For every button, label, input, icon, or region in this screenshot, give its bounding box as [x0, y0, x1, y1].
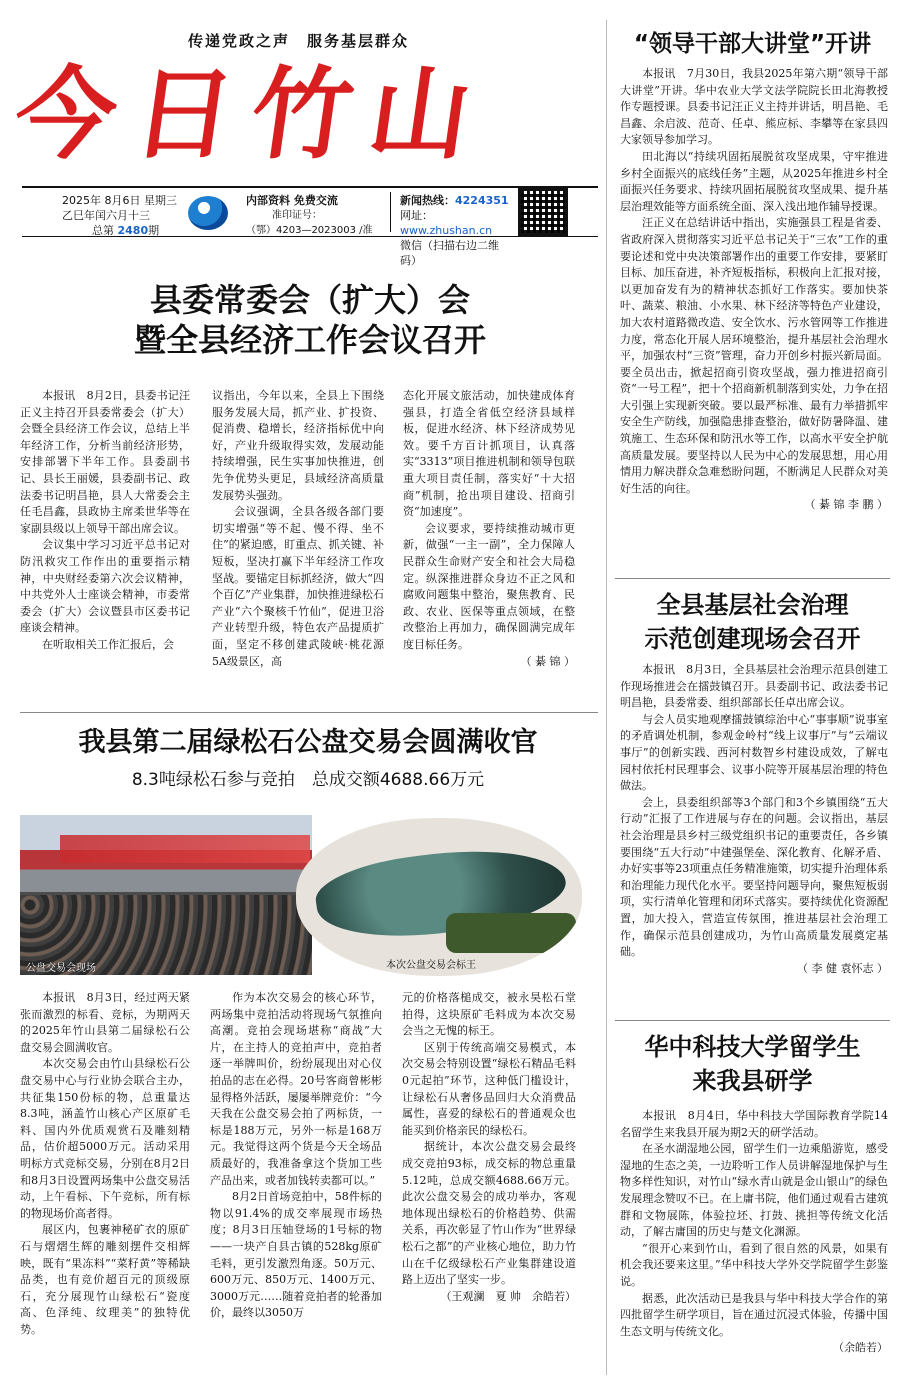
article2-col3-para: 据统计，本次公盘交易会最终成交竞拍93标，成交标的物总重量5.12吨，总成交额4688.66万元。此次公盘交易会的成功举办，客观地体现出绿松石的价格趋势、供需关系，再次彰显了竹山作为“世界绿松石之都”的产业核心地位，助力竹山在千亿级绿松石产业集群建设道路上迈出了坚实一步。 [402, 1140, 576, 1287]
article4-title-line2: 示范创建现场会召开 [644, 625, 861, 653]
newspaper-logo: 今日竹山 [7, 55, 497, 173]
masthead-rule-top [22, 186, 598, 188]
website-line [400, 208, 515, 238]
article5-body [620, 1108, 888, 1357]
article1-col1-para: 会议集中学习习近平总书记对防汛救灾工作作出的重要指示精神，中央财经委第六次会议精神，中共党外人士座谈会精神，市委常委会（扩大）会议暨县市区委书记座谈会精神。 [20, 538, 190, 635]
article1-bottom-rule [20, 712, 598, 713]
green-cloth [446, 913, 576, 953]
article1-col3-para: 会议要求，要持续推动城市更新，做强“一主一副”，全力保障人民群众生命财产安全和社会大局稳定。纵深推进群众身边不正之风和腐败问题集中整治，聚焦教育、民政、农业、医保等重点领域，在整改整治上再加力，确保圆满完成年度目标任务。 [403, 521, 575, 651]
article1-col1 [20, 388, 190, 654]
article1-col1-para: 在听取相关工作汇报后，会 [42, 637, 174, 651]
article2-col1-para: 本报讯 8月3日，经过两天紧张而激烈的标看、竞标，为期两天的2025年竹山县第二届绿松石公盘交易会圆满收官。 [20, 991, 190, 1054]
article4-credit: （ 李 健 袁怀志 ） [797, 961, 888, 975]
article2-col2-para: 作为本次交易会的核心环节，两场集中竞拍活动将现场气氛推向高潮。竞拍会现场堪称“商战”大片，在主持人的竞拍声中，竞拍者逐一举牌叫价，纷纷展现出对心仪拍品的志在必得。20号客商曾彬彬显得格外活跃，屡屡举牌竞价：“今天我在公盘交易会拍了两标货，一标是188万元，另外一标是168万元。我觉得这两个货是今天全场品质最好的，我准备拿这个货加工些产品出来，或者加钱转卖都可以。” [210, 991, 382, 1187]
article1-title [22, 280, 598, 360]
article2-title: 我县第二届绿松石公盘交易会圆满收官 [78, 727, 538, 758]
article5-title [615, 1030, 890, 1098]
article1-col3-para: 态化开展文旅活动，加快建成体育强县，打造全省低空经济县域样板，促进水经济、林下经济成势见效。要千方百计抓项目，认真落实“3313”项目推进机制和领导包联重大项目责任制，落实好“十大招商”机制，抢出项目建设、招商引资“加速度”。 [403, 389, 575, 519]
issue-number-line [62, 223, 182, 238]
hotline-label: 新闻热线： [400, 194, 455, 207]
issue-prefix: 总第 [92, 224, 114, 237]
article4-para: 与会人员实地观摩擂鼓镇综治中心“事事顺”说事室的矛盾调处机制，参观金岭村“线上议事厅”与“云端议事厅”的创新实践、西河村数智乡村建设成效，了解屯园村依托村民理事会、议事小院等开展基层治理的特色做法。 [620, 712, 888, 793]
masthead-motto: 传递党政之声 服务基层群众 [188, 32, 410, 50]
masthead-internal-block [246, 193, 386, 238]
article1-col2-para: 会议强调，全县各级各部门要切实增强“等不起、慢不得、坐不住”的紧迫感，盯重点、抓关键、补短板，坚决打赢下半年经济工作攻坚战。要锚定目标抓经济，做大“四个百亿”产业集群，加快推进绿松石产业“六个聚核千竹仙”，促进卫浴产业转型升级，特色农产品提质扩面，坚定不移创建武陵峡·桃花源5A级景区，高 [212, 505, 384, 668]
photo1-caption: 公盘交易会现场 [26, 963, 96, 974]
article3-body [620, 66, 888, 514]
article5-credit: （余皓若） [833, 1341, 888, 1355]
masthead-divider [390, 192, 391, 232]
masthead-date-block [62, 193, 182, 238]
website-label: 网址： [400, 209, 433, 222]
article5-title-line1: 华中科技大学留学生 [644, 1033, 861, 1061]
photo-auction-hall [20, 815, 312, 975]
website-url[interactable]: www.zhushan.cn [400, 224, 493, 237]
article1-title-line1: 县委常委会（扩大）会 [149, 281, 470, 319]
article2-col1-para: 本次交易会由竹山县绿松石公盘交易中心与行业协会联合主办，共征集150份标的物，总重量达8.3吨，涵盖竹山核心产区原矿毛料、国内外优质观赏石及雕刻精品，估价超5000万元。活动采用明标方式竞标交易，分别在8月2日和8月3日设置两场集中公盘交易活动，上午看标、下午竞标，所有标的物现场价高者得。 [20, 1057, 190, 1220]
article2-col2-para: 8月2日首场竞拍中，58件标的物以91.4%的成交率展现市场热度；8月3日压轴登场的1号标的物——一块产自县古镇的528kg原矿毛料，更引发激烈角逐。50万元、600万元、850万元、1400万元、3000万元……随着竞拍者的轮番加价，最终以3050万 [210, 1190, 382, 1320]
issue-date: 2025年 8月6日 星期三 [62, 194, 177, 207]
hotline-line [400, 193, 515, 208]
article2-col3-para: 区别于传统高端交易模式，本次交易会特别设置“绿松石精品毛料0元起拍”环节，这种低门槛设计，让绿松石从奢侈品回归大众消费品属性，喜爱的绿松石的普通观众也能买到价格亲民的绿松石。 [402, 1040, 576, 1137]
masthead-contact-block [400, 193, 515, 268]
article5-para: “很开心来到竹山，看到了很自然的风景，如果有机会我还要来这里。”华中科技大学外交学院留学生彭鉴说。 [620, 1241, 888, 1288]
article1-col1-para: 本报讯 8月2日，县委书记汪正义主持召开县委常委会（扩大）会暨全县经济工作会议，总结上半年经济工作，分析当前经济形势，安排部署下半年工作。县委副书记、县长王丽媛，县委副书记、政法委书记明昌艳，县人大常委会主任毛昌鑫，县政协主席柔世华等在家副县级以上领导干部出席会议。 [20, 389, 190, 535]
article2-col1-para: 展区内，包裹神秘矿衣的原矿石与熠熠生辉的雕刻摆件交相辉映，既有“果冻料”“菜籽黄”等稀缺品类，也有竞价超百元的顶级原石，充分展现竹山绿松石“瓷度高、色泽纯、纹理美”的独特优势。 [20, 1223, 190, 1336]
article1-col2 [212, 388, 384, 670]
permit-number: （鄂）4203—2023003 /准 [246, 225, 373, 236]
internal-label: 内部资料 免费交流 [246, 194, 338, 207]
article2-col1 [20, 990, 190, 1338]
article3-para: 汪正义在总结讲话中指出，实施强县工程是省委、省政府深入贯彻落实习近平总书记关于“三农”工作的重要论述和党中央决策部署作出的重要工作安排，要紧盯目标、加压奋进，补齐短板指标，积极向上汇报对接，以更加奋发有为的精神状态抓好工作落实。要加快茶叶、蔬菜、粮油、小水果、林下经济等特色产业建设，加大农村道路微改造、安全饮水、污水管网等工作推进力度，常态化开展人居环境整治，提升基层社会治理水平，加强农村“三资”管理，奋力开创乡村振兴新局面。要全员出击，掀起招商引资攻坚战，强力推进招商引资“一号工程”，把十个招商新机制落到实处，力争在招大引强上实现新突破。要以最严标准、最有力举措抓牢安全生产防线，加强隐患排查整治，做好防暑降温、建筑施工、生态环保和防汛水等工作，以高水平安全护航高质量发展。要坚持以人民为中心的发展思想，用心用情用力解决群众急难愁盼问题，不断满足人民群众对美好生活的向往。 [620, 216, 888, 495]
article4-para: 会上，县委组织部等3个部门和3个乡镇围绕“五大行动”汇报了工作进展与存在的问题。会议指出，基层社会治理是县乡村三级党组织书记的重要责任，各乡镇要围绕“五大行动”中建强堡垒、深化教育、化解矛盾、办好实事等23项重点任务精准施策，切实提升治理体系和治理能力现代化水平。要坚持问题导向，聚焦短板弱项，实行清单化管理和闭环式落实。要持续优化资源配置，加大投入，营造宣传氛围，推进基层社会治理工作，确保示范县创建成功，为竹山高质量发展奠定基础。 [620, 795, 888, 959]
hotline-number: 4224351 [455, 194, 509, 207]
article4-body [620, 662, 888, 977]
article3-para: 本报讯 7月30日，我县2025年第六期“领导干部大讲堂”开讲。华中农业大学文法学院院长田北海教授作专题授课。县委书记汪正义主持并讲话，明昌艳、毛昌鑫、余启波、范奇、任卓、熊应标、李攀等在家县四大家领导参加学习。 [620, 67, 888, 147]
photo-turquoise-stone [296, 818, 582, 976]
article1-col2-para: 议指出，今年以来，全县上下围绕服务发展大局，抓产业、扩投资、促消费、稳增长，经济指标优中向好，产业升级取得实效，发展动能持续增强，民生实事加快推进，创先争优势头更足，县域经济高质量发展势头强劲。 [212, 389, 384, 502]
issue-suffix: 期 [148, 224, 160, 237]
permit-label: 准印证号： [272, 210, 322, 221]
article4-bottom-rule [615, 1020, 890, 1021]
article2-credit: （王观澜 夏 帅 余皓若） [440, 1289, 576, 1303]
article1-title-line2: 暨全县经济工作会议召开 [133, 321, 486, 359]
article5-para: 本报讯 8月4日，华中科技大学国际教育学院14名留学生来我县开展为期2天的研学活动。 [620, 1109, 888, 1139]
article5-para: 在圣水湖湿地公园，留学生们一边乘船游览，感受湿地的生态之美，一边聆听工作人员讲解湿地保护与生物多样性知识，对竹山“绿水青山就是金山银山”的绿色发展理念赞叹不已。在上庸书院，他们通过观看古建筑群和文物展陈，体验拉坯、打鼓、挑担等传统文化活动，了解古庸国的历史与楚文化渊源。 [620, 1142, 888, 1239]
qr-code-icon[interactable] [518, 188, 568, 236]
lunar-date: 乙巳年闰六月十三 [62, 209, 150, 222]
article3-para: 田北海以“持续巩固拓展脱贫攻坚成果，守牢推进乡村全面振兴的底线任务”主题，从2025年推进乡村全面振兴任务要求、持续巩固拓展脱贫攻坚成果、提升基层治理效能等方面系统全面、深入浅出地作辅导授课。 [620, 149, 888, 213]
article2-col3 [402, 990, 576, 1305]
article4-para: 本报讯 8月3日，全县基层社会治理示范县创建工作现场推进会在擂鼓镇召开。县委副书记、政法委书记明昌艳，县委常委、组织部部长任卓出席会议。 [620, 663, 888, 710]
article5-title-line2: 来我县研学 [692, 1067, 813, 1095]
article4-title-line1: 全县基层社会治理 [656, 591, 849, 619]
issue-number: 2480 [117, 224, 149, 237]
article3-bottom-rule [615, 578, 890, 579]
article1-col3 [403, 388, 575, 670]
photo2-caption: 本次公盘交易会标王 [386, 960, 476, 971]
right-column-divider [606, 20, 607, 1375]
stage-banner [60, 835, 310, 863]
emblem-icon [188, 196, 228, 230]
article3-title: “领导干部大讲堂”开讲 [633, 31, 872, 57]
article3-credit: （ 綦 锦 李 鹏 ） [804, 498, 888, 512]
article4-title [615, 588, 890, 656]
article2-subtitle: 8.3吨绿松石参与竞拍 总成交额4688.66万元 [131, 770, 485, 790]
wechat-label: 微信（扫描右边二维码） [400, 239, 499, 267]
article1-credit: （ 綦 锦 ） [520, 654, 575, 668]
article5-para: 据悉，此次活动已是我县与华中科技大学合作的第四批留学生研学项目，旨在通过沉浸式体验，传播中国生态文明与传统文化。 [620, 1291, 888, 1338]
article2-col2 [210, 990, 382, 1322]
article2-col3-para: 元的价格落槌成交，被永昊松石堂拍得，这块原矿毛料成为本次交易会当之无愧的标王。 [402, 991, 576, 1038]
